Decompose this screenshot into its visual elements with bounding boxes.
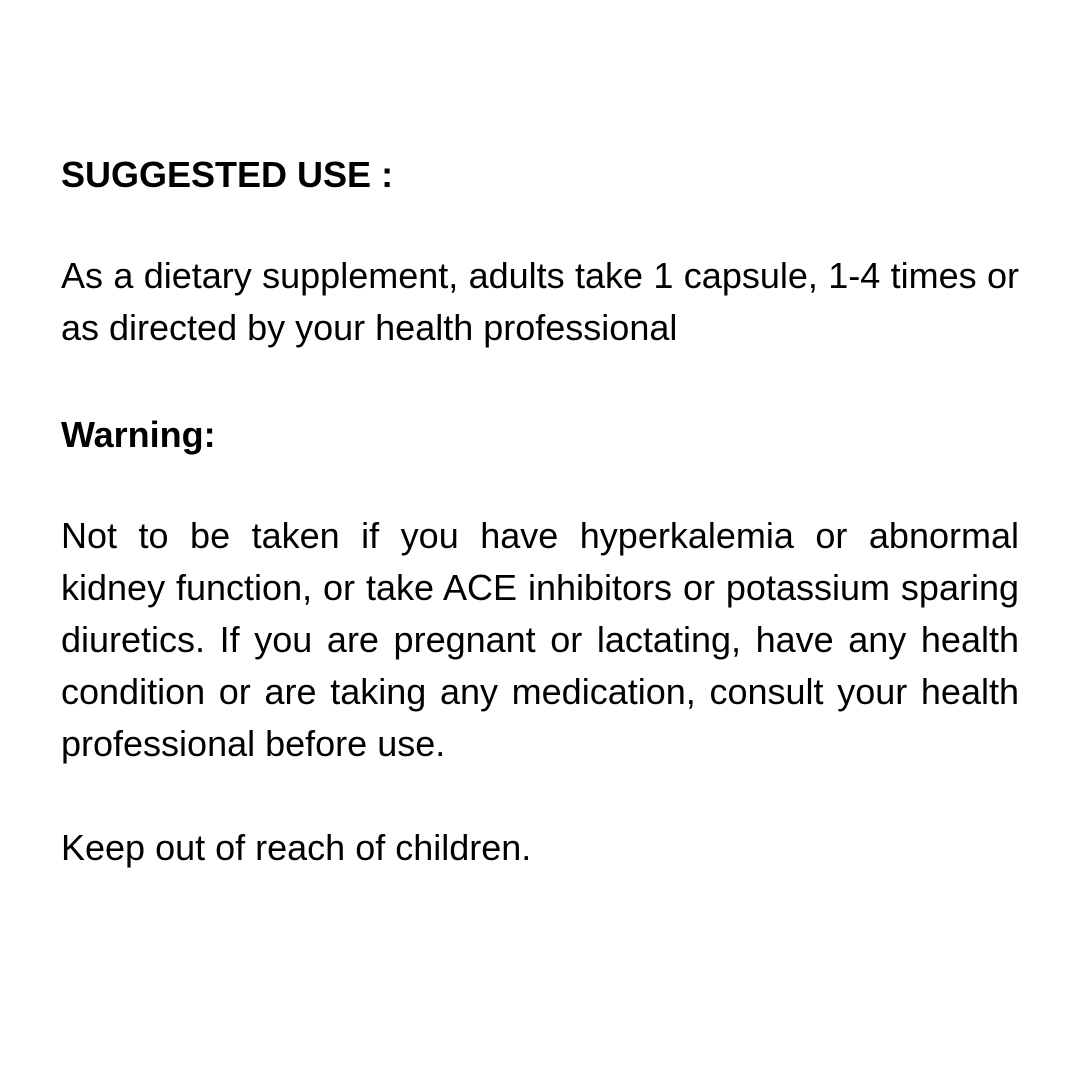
keep-away-note: Keep out of reach of children.	[61, 827, 532, 868]
suggested-use-heading: SUGGESTED USE :	[61, 154, 394, 195]
suggested-use-text: As a dietary supplement, adults take 1 capsule, 1-4 times or as directed by your health professional	[61, 255, 1019, 348]
spacer	[61, 204, 1019, 250]
warning-heading: Warning:	[61, 414, 216, 455]
spacer	[61, 354, 1019, 406]
warning-text: Not to be taken if you have hyperkalemia or abnormal kidney function, or take ACE inhibitors or potassium sparing diuretics. If you are pregnant or lactating, have any health condition or are taking any medication, consult your health professional before use.	[61, 515, 1019, 764]
spacer	[61, 770, 1019, 822]
label-panel	[61, 146, 1019, 874]
spacer	[61, 464, 1019, 510]
